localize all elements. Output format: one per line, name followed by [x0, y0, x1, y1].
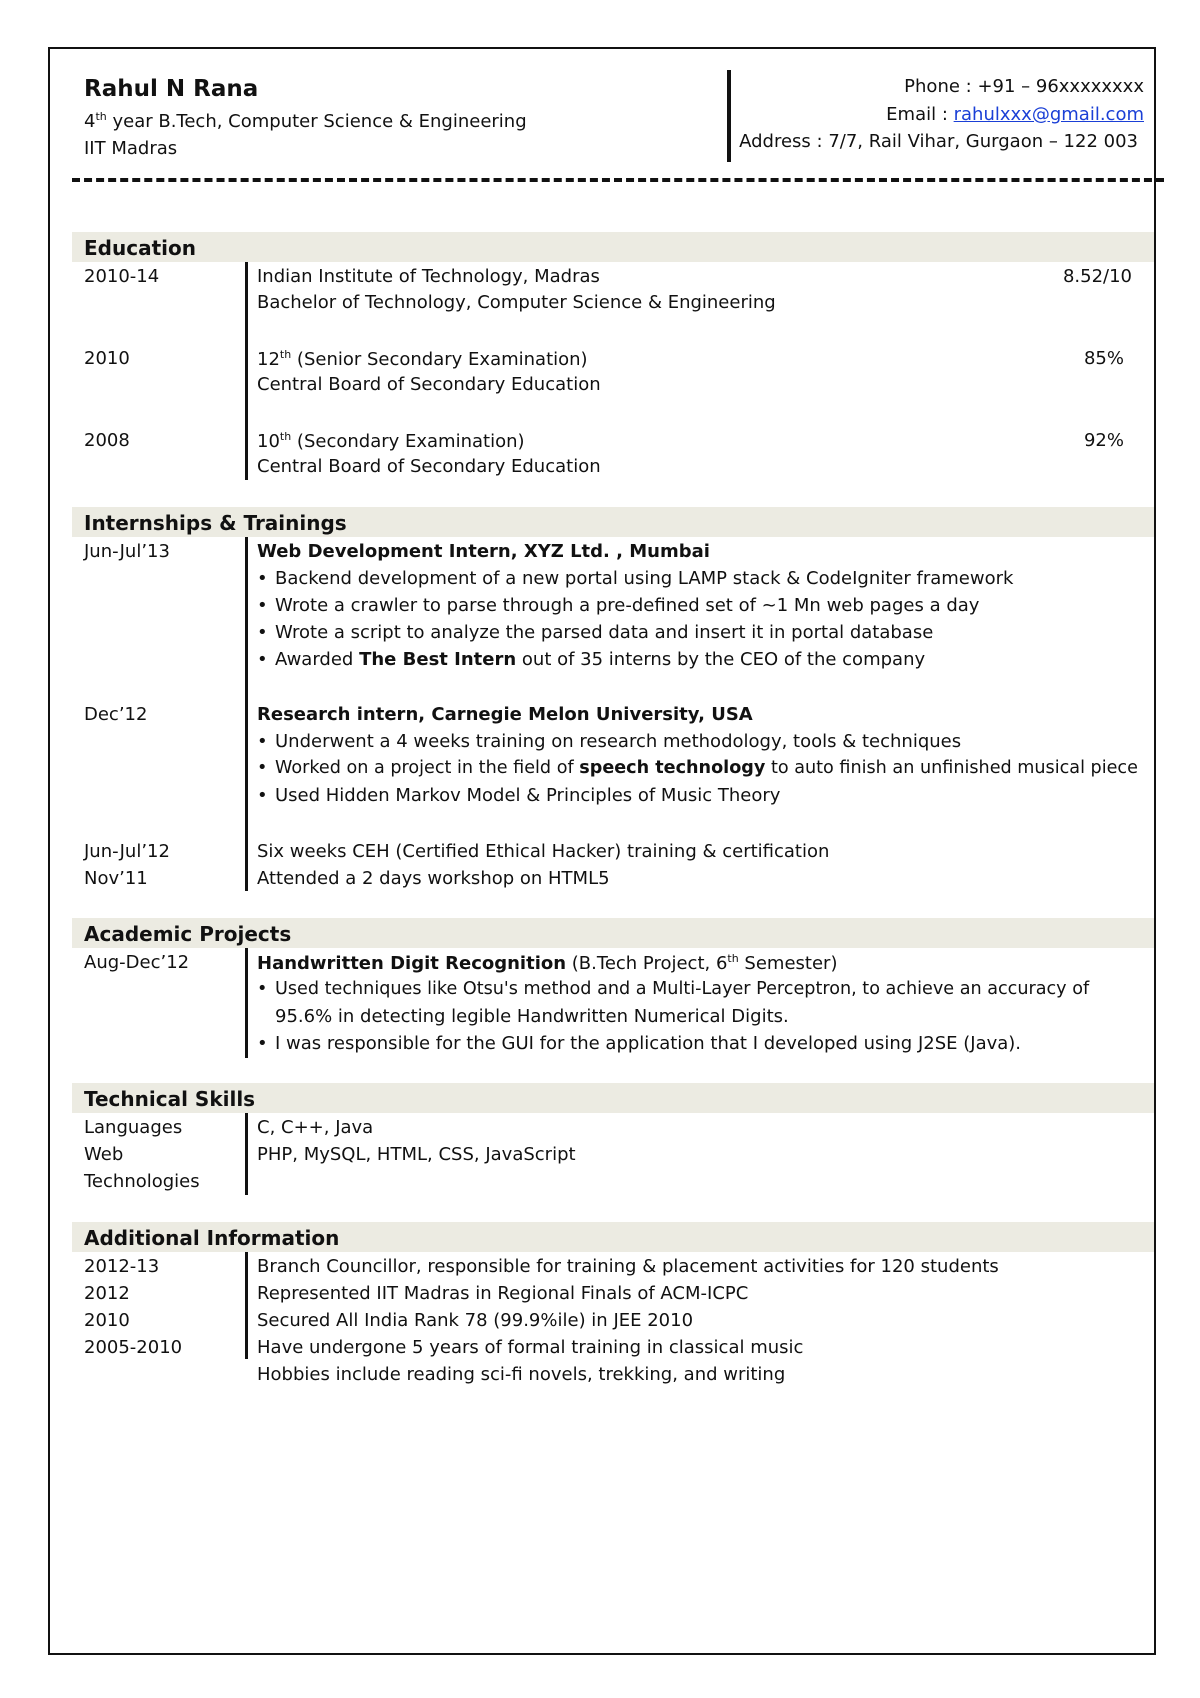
intern-date: Jun-Jul’13 — [84, 541, 170, 562]
info-year: 2012-13 — [84, 1256, 160, 1277]
training-date: Jun-Jul’12 — [84, 841, 170, 862]
skill-label: Web — [84, 1144, 124, 1165]
edu-score: 8.52/10 — [1062, 266, 1132, 287]
edu-year: 2010 — [84, 348, 130, 369]
intern-title: Web Development Intern, XYZ Ltd. , Mumbai — [257, 541, 710, 562]
skills-rule — [245, 1113, 248, 1195]
degree-line: 4th year B.Tech, Computer Science & Engineering — [84, 110, 527, 132]
project-bullet-cont: 95.6% in detecting legible Handwritten Numerical Digits. — [275, 1006, 789, 1027]
email-link[interactable]: rahulxxx@gmail.com — [953, 104, 1144, 125]
workshop-text: Attended a 2 days workshop on HTML5 — [257, 868, 610, 889]
institute-line: IIT Madras — [84, 138, 178, 159]
info-text: Secured All India Rank 78 (99.9%ile) in JEE 2010 — [257, 1310, 694, 1331]
edu-score: 85% — [1083, 348, 1124, 369]
projects-rule — [245, 948, 248, 1058]
education-rule — [245, 262, 248, 480]
edu-board: Central Board of Secondary Education — [257, 456, 601, 477]
project-bullet: • Used techniques like Otsu's method and a Multi-Layer Perceptron, to achieve an accuracy of — [257, 979, 1090, 999]
edu-board: Central Board of Secondary Education — [257, 374, 601, 395]
skill-label-cont: Technologies — [84, 1171, 200, 1192]
edu-exam: 10th (Secondary Examination) — [257, 430, 525, 452]
header-separator — [72, 178, 1164, 182]
section-skills: Technical Skills — [72, 1083, 1154, 1113]
additional-rule — [245, 1252, 248, 1359]
info-year: 2012 — [84, 1283, 130, 1304]
info-year: 2010 — [84, 1310, 130, 1331]
edu-score: 92% — [1083, 430, 1124, 451]
info-year: 2005-2010 — [84, 1337, 183, 1358]
intern-bullet: • Wrote a script to analyze the parsed data and insert it in portal database — [257, 622, 934, 643]
edu-institute: Indian Institute of Technology, Madras — [257, 266, 600, 287]
workshop-date: Nov’11 — [84, 868, 148, 889]
intern-title: Research intern, Carnegie Melon University, USA — [257, 704, 753, 725]
edu-exam: 12th (Senior Secondary Examination) — [257, 348, 588, 370]
intern-date: Dec’12 — [84, 704, 148, 725]
training-text: Six weeks CEH (Certified Ethical Hacker) training & certification — [257, 841, 830, 862]
intern-bullet: • Used Hidden Markov Model & Principles of Music Theory — [257, 785, 781, 806]
section-additional: Additional Information — [72, 1222, 1154, 1252]
info-text: Have undergone 5 years of formal training in classical music — [257, 1337, 804, 1358]
intern-bullet: • Backend development of a new portal using LAMP stack & CodeIgniter framework — [257, 568, 1014, 589]
section-education: Education — [72, 232, 1154, 262]
header-divider — [727, 70, 731, 162]
edu-year: 2010-14 — [84, 266, 160, 287]
info-text: Branch Councillor, responsible for training & placement activities for 120 students — [257, 1256, 999, 1277]
intern-bullet: • Underwent a 4 weeks training on research methodology, tools & techniques — [257, 731, 962, 752]
intern-bullet: • Awarded The Best Intern out of 35 interns by the CEO of the company — [257, 649, 926, 670]
candidate-name: Rahul N Rana — [84, 76, 259, 102]
internships-rule — [245, 537, 248, 891]
project-bullet: • I was responsible for the GUI for the application that I developed using J2SE (Java). — [257, 1033, 1022, 1054]
email-line: Email : rahulxxx@gmail.com — [886, 104, 1144, 125]
hobbies-text: Hobbies include reading sci-fi novels, trekking, and writing — [257, 1364, 786, 1385]
intern-bullet: • Wrote a crawler to parse through a pre-defined set of ~1 Mn web pages a day — [257, 595, 980, 616]
phone: Phone : +91 – 96xxxxxxxx — [904, 76, 1144, 97]
address: Address : 7/7, Rail Vihar, Gurgaon – 122 003 — [739, 131, 1138, 152]
section-projects: Academic Projects — [72, 918, 1154, 948]
edu-year: 2008 — [84, 430, 130, 451]
edu-degree: Bachelor of Technology, Computer Science & Engineering — [257, 292, 776, 313]
skill-value: C, C++, Java — [257, 1117, 374, 1138]
info-text: Represented IIT Madras in Regional Finals of ACM-ICPC — [257, 1283, 749, 1304]
skill-value: PHP, MySQL, HTML, CSS, JavaScript — [257, 1144, 576, 1165]
section-internships: Internships & Trainings — [72, 507, 1154, 537]
project-title: Handwritten Digit Recognition (B.Tech Project, 6th Semester) — [257, 952, 838, 974]
skill-label: Languages — [84, 1117, 183, 1138]
intern-bullet: • Worked on a project in the field of speech technology to auto finish an unfinished musical piece — [257, 758, 1138, 778]
project-date: Aug-Dec’12 — [84, 952, 190, 973]
